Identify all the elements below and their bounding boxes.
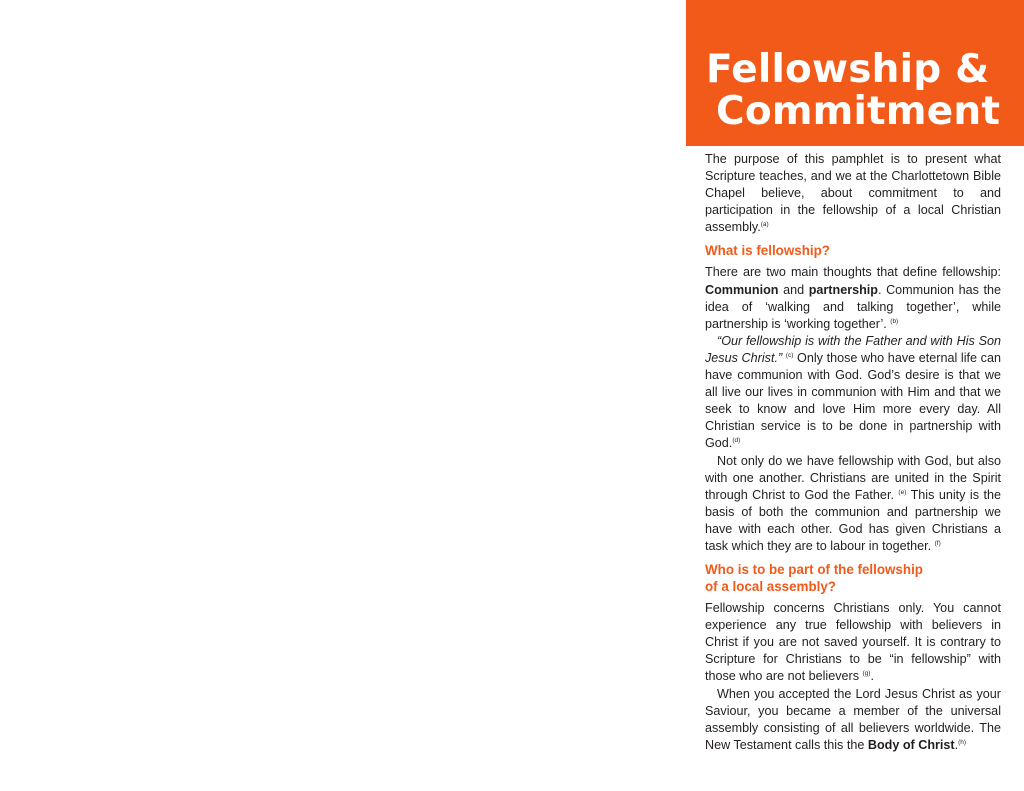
paragraph [705, 600, 1001, 685]
intro-paragraph [705, 151, 1001, 236]
text-run: When you accepted the Lord Jesus Christ as your Saviour, you became a member of the universal assembly consisting of all believers worldwide. The New Testament calls this the [705, 686, 1001, 752]
paragraph [705, 333, 1001, 453]
title-line-2: Commitment [716, 89, 1001, 134]
footnote-ref: (h) [958, 738, 967, 746]
section-heading-who-is-part [705, 561, 1001, 595]
footnote-ref: (d) [732, 437, 741, 445]
text-run: and [778, 282, 809, 297]
title-line-1: Fellowship & [706, 47, 990, 92]
text-run: . [870, 669, 874, 684]
footnote-ref: (c) [785, 351, 794, 359]
footnote-ref: (b) [890, 317, 899, 325]
section-heading-what-is-fellowship: What is fellowship? [705, 243, 830, 259]
text-run: Only those who have eternal life can have communion with God. God’s desire is that we all live our lives in communion with Him and that we seek to know and love Him more every day. All Christian service is to be done in partnership with God. [705, 350, 1001, 451]
page-title [706, 49, 1006, 133]
footnote-ref: (e) [898, 488, 907, 496]
text-run: . [954, 737, 959, 752]
paragraph [705, 686, 1001, 754]
text-run: . Communion has the idea of ‘walking and talking together’, while partnership is ‘working together’. [705, 282, 1002, 331]
footnote-ref: (g) [862, 670, 871, 678]
paragraph [705, 453, 1001, 556]
text-run: Not only do we have fellowship with God, but also with one another. Christians are united in the Spirit through Christ to God the Father. [705, 453, 1001, 502]
article-body [705, 151, 1001, 754]
scripture-quote: “Our fellowship is with the Father and with His Son Jesus Christ.” [705, 333, 1001, 365]
footnote-ref: (a) [760, 221, 769, 229]
bold-term-partnership: partnership [808, 282, 878, 297]
pamphlet-page [686, 0, 1024, 791]
text-run: There are two main thoughts that define fellowship: [705, 265, 1001, 280]
bold-term-body-of-christ: Body of Christ [867, 737, 955, 752]
footnote-ref: (f) [934, 539, 941, 547]
heading-line-1: Who is to be part of the fellowship [705, 562, 923, 578]
bold-term-communion: Communion [705, 282, 779, 297]
intro-text: The purpose of this pamphlet is to present what Scripture teaches, and we at the Charlottetown Bible Chapel believe, about commitment to and participation in the fellowship of a local Christian assembly. [705, 152, 1001, 235]
title-banner [686, 0, 1024, 146]
heading-line-2: of a local assembly? [705, 579, 836, 595]
text-run: Fellowship concerns Christians only. You cannot experience any true fellowship with believers in Christ if you are not saved yourself. It is contrary to Scripture for Christians to be “in fellowship” with those who are not believers [705, 601, 1001, 684]
paragraph [705, 264, 1001, 332]
text-run: This unity is the basis of both the communion and partnership we have with each other. God has given Christians a task which they are to labour in together. [705, 487, 1002, 553]
